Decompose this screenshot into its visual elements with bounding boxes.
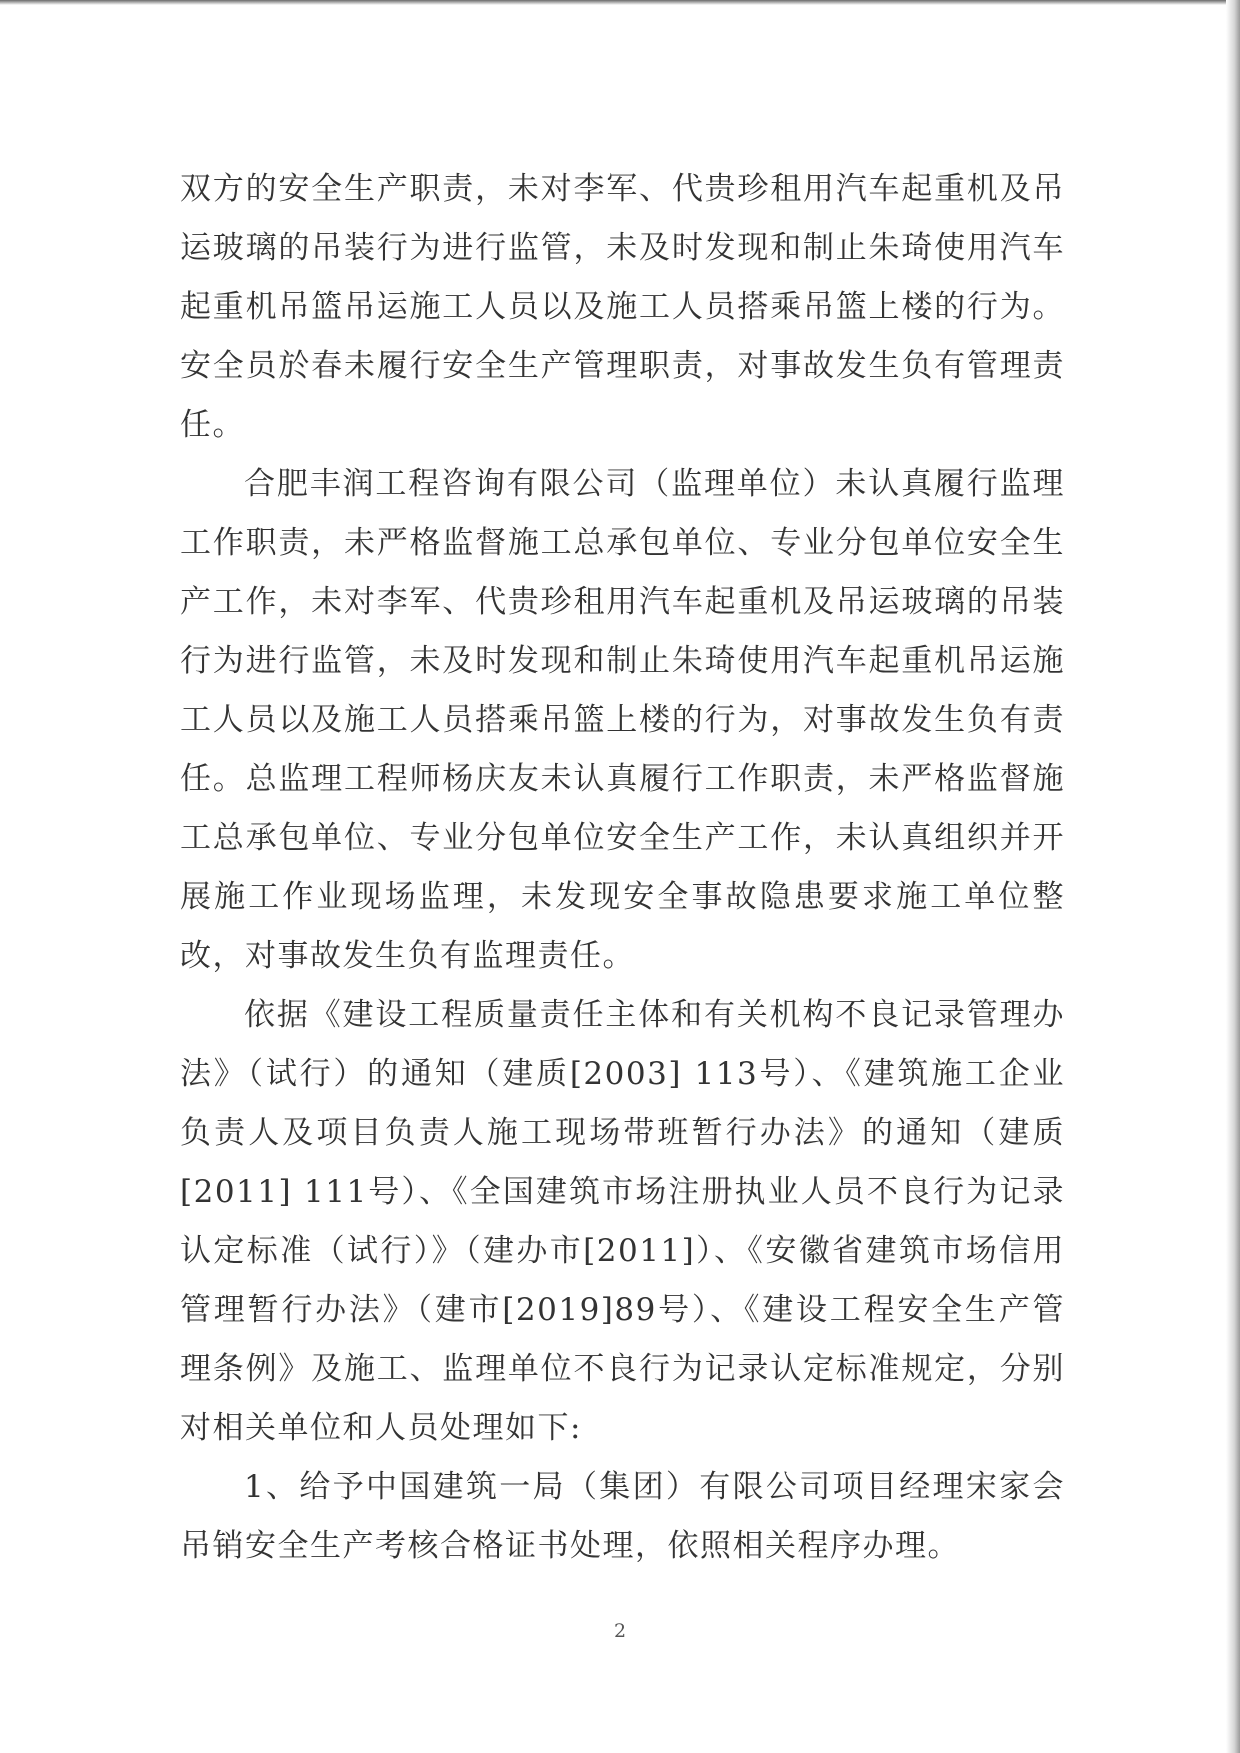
scan-top-edge — [0, 0, 1240, 5]
document-body — [180, 160, 1065, 1576]
paragraph-responsibility-continued: 双方的安全生产职责，未对李军、代贵珍租用汽车起重机及吊运玻璃的吊装行为进行监管，未及时发现和制止朱琦使用汽车起重机吊篮吊运施工人员以及施工人员搭乘吊篮上楼的行为。安全员於春未履行安全生产管理职责，对事故发生负有管理责任。 — [180, 171, 1065, 443]
paragraph-supervision-unit: 合肥丰润工程咨询有限公司（监理单位）未认真履行监理工作职责，未严格监督施工总承包单位、专业分包单位安全生产工作，未对李军、代贵珍租用汽车起重机及吊运玻璃的吊装行为进行监管，未及时发现和制止朱琦使用汽车起重机吊运施工人员以及施工人员搭乘吊篮上楼的行为，对事故发生负有责任。总监理工程师杨庆友未认真履行工作职责，未严格监督施工总承包单位、专业分包单位安全生产工作，未认真组织并开展施工作业现场监理，未发现安全事故隐患要求施工单位整改，对事故发生负有监理责任。 — [180, 466, 1065, 974]
paragraph-legal-basis: 依据《建设工程质量责任主体和有关机构不良记录管理办法》（试行）的通知（建质[2003] 113号）、《建筑施工企业负责人及项目负责人施工现场带班暂行办法》的通知（建质[2011] 111号）、《全国建筑市场注册执业人员不良行为记录认定标准（试行）》（建办市[2011]）、《安徽省建筑市场信用管理暂行办法》（建市[2019]89号）、《建设工程安全生产管理条例》及施工、监理单位不良行为记录认定标准规定，分别对相关单位和人员处理如下: — [180, 997, 1065, 1446]
page-number: 2 — [613, 1620, 627, 1642]
paragraph-penalty-item-1: 1、给予中国建筑一局（集团）有限公司项目经理宋家会吊销安全生产考核合格证书处理，依照相关程序办理。 — [180, 1469, 1065, 1564]
scan-right-edge — [1226, 0, 1240, 1753]
